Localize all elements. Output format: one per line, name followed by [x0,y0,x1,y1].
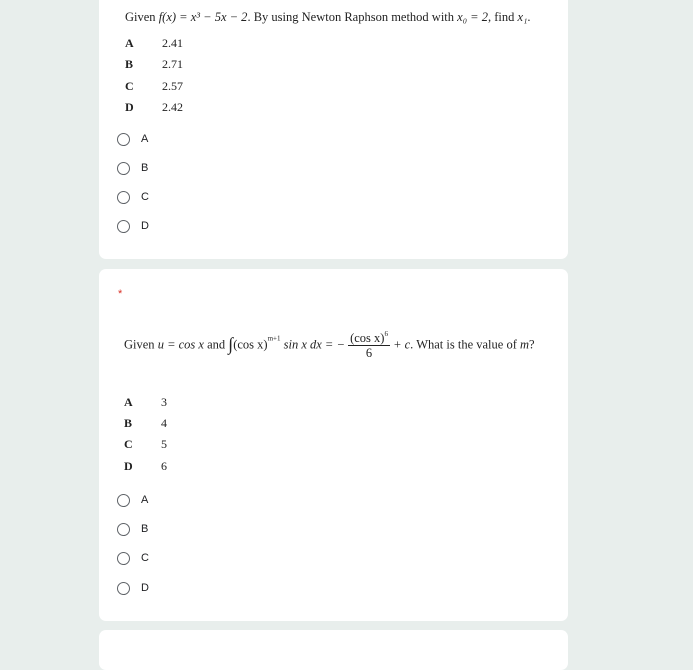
q1-choice-label-b: B [141,162,149,174]
q1-option-value-b: 2.71 [162,57,183,71]
q2-choice-label-a: A [141,494,149,506]
radio-button[interactable] [117,582,130,595]
q2-choice-a[interactable] [117,491,148,509]
q2-choice-c[interactable] [117,549,149,567]
required-asterisk: * [118,288,123,300]
q1-x0: x₀ = 2 [457,10,488,24]
q2-numerator-wrap [348,327,390,346]
q2-fraction [348,327,390,360]
q2-denominator: 6 [365,346,373,360]
question-text-1 [125,10,531,25]
question-card-3 [99,630,568,670]
question-card-1 [99,0,568,259]
q1-x1: x₁ [517,10,528,24]
radio-button[interactable] [117,523,130,536]
q2-exponent: m+1 [267,334,281,343]
q2-and: and [207,337,226,352]
q2-variable: m [519,337,530,352]
q1-option-value-c: 2.57 [162,79,183,93]
radio-button[interactable] [117,162,130,175]
q2-prefix: Given [124,337,155,352]
q1-end: . [527,10,531,24]
q2-option-value-d: 6 [161,459,167,473]
q1-choice-d[interactable] [117,217,149,235]
q2-integrand-rest: sin x dx = − [283,337,345,352]
q2-option-value-b: 4 [161,416,167,430]
q1-formula: f(x) = x³ − 5x − 2 [158,10,248,24]
q1-choice-label-a: A [141,133,149,145]
q1-option-value-a: 2.41 [162,36,183,50]
radio-button[interactable] [117,494,130,507]
radio-button[interactable] [117,220,130,233]
radio-button[interactable] [117,552,130,565]
q1-choice-c[interactable] [117,188,149,206]
question-card-2 [99,269,568,621]
q2-option-letter-a: A [124,395,133,409]
q2-choice-d[interactable] [117,579,149,597]
q1-choice-label-c: C [141,191,149,203]
radio-button[interactable] [117,191,130,204]
q2-option-letter-b: B [124,416,133,430]
q1-option-letter-a: A [125,36,134,50]
q2-choice-label-d: D [141,582,149,594]
q1-option-letter-d: D [125,100,134,114]
q2-choice-label-c: C [141,552,149,564]
q2-question-end: ? [529,337,535,352]
q2-option-letter-c: C [124,437,133,451]
q2-substitution: u = cos x [157,337,204,352]
q2-option-letter-d: D [124,459,133,473]
q1-option-letter-c: C [125,79,134,93]
q2-choice-b[interactable] [117,520,148,538]
q2-option-value-c: 5 [161,437,167,451]
q2-question: . What is the value of [410,337,517,352]
q2-constant: + c [393,337,411,352]
q2-numerator: (cos x) [350,331,385,345]
question-text-2 [124,329,535,362]
q1-choice-label-d: D [141,220,149,232]
integral-sign-icon: ∫ [228,334,234,354]
q1-choice-a[interactable] [117,130,148,148]
q1-find: , find [488,10,515,24]
radio-button[interactable] [117,133,130,146]
q1-option-letter-b: B [125,57,134,71]
q2-option-value-a: 3 [161,395,167,409]
q2-numerator-exponent: 6 [384,330,388,338]
q2-integral-base: (cos x) [233,337,268,352]
q1-prefix: Given [125,10,156,24]
q1-middle: . By using Newton Raphson method with [247,10,455,24]
q2-choice-label-b: B [141,523,149,535]
q1-choice-b[interactable] [117,159,148,177]
q1-option-value-d: 2.42 [162,100,183,114]
